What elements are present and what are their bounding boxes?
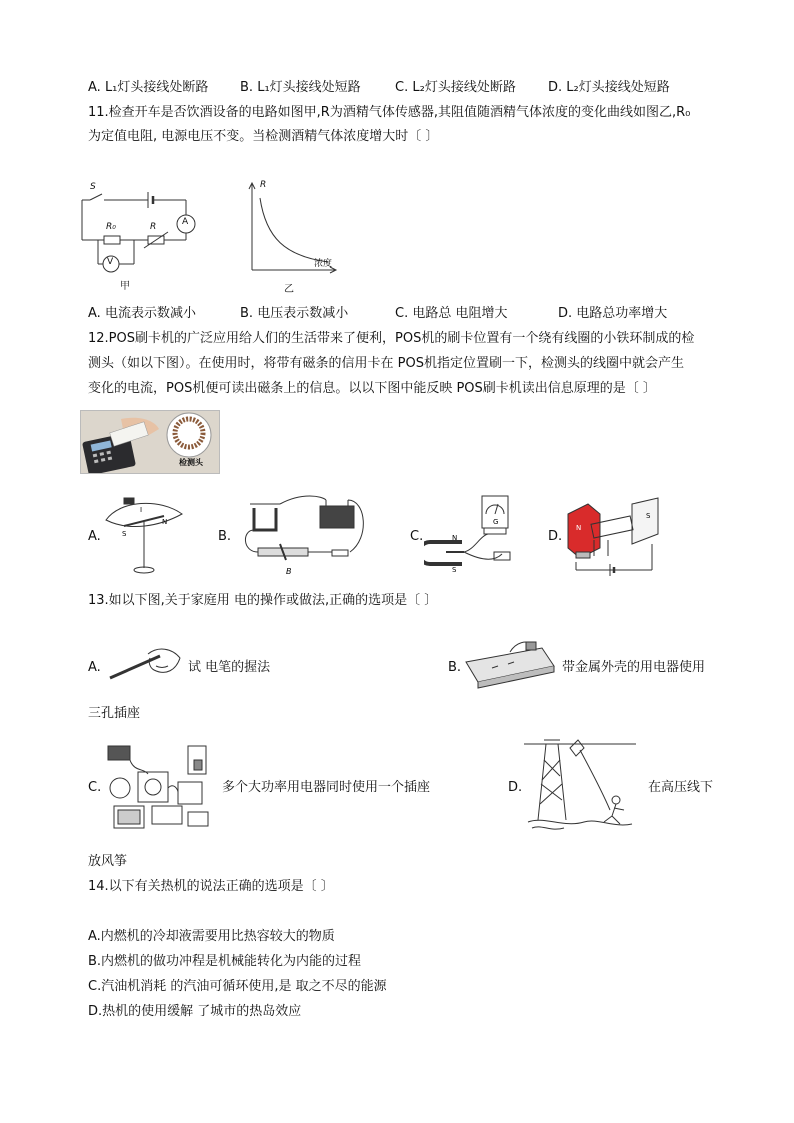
q13-question: 13.如以下图,关于家庭用 电的操作或做法,正确的选项是〔 〕	[88, 593, 438, 608]
galvanometer-magnet-figure	[424, 490, 524, 578]
q12-question-line1: 12.POS刷卡机的广泛应用给人们的生活带来了便利，POS机的刷卡位置有一个绕有线圈的小铁环制成的检	[88, 331, 695, 346]
svg-text:B: B	[286, 567, 292, 576]
q13-option-d-text-continued: 放风筝	[88, 854, 128, 869]
q12-option-a-label: A.	[88, 529, 101, 544]
ammeter-label: A	[182, 217, 189, 227]
q14-option-a: A.内燃机的冷却液需要用比热容较大的物质	[88, 929, 335, 944]
detection-head-label: 检测头	[179, 458, 203, 467]
electromagnet-rail-figure	[232, 490, 372, 578]
q14-question: 14.以下有关热机的说法正确的选项是〔 〕	[88, 879, 334, 894]
overloaded-socket-figure	[104, 742, 218, 832]
q12-option-c-figure	[424, 490, 524, 578]
svg-text:S: S	[452, 566, 457, 574]
svg-text:I: I	[140, 506, 143, 514]
q13-option-b-text-continued: 三孔插座	[88, 706, 141, 721]
test-pen-grip-figure	[106, 640, 184, 688]
q12-option-b-label: B.	[218, 529, 232, 544]
q13-option-d-label: D.	[508, 780, 523, 795]
svg-text:N: N	[452, 534, 458, 542]
q12-question-line2: 测头（如以下图）。在使用时，将带有磁条的信用卡在 POS机指定位置刷一下，检测头的线圈中就会产生	[88, 356, 684, 371]
q10-option-c: C. L₂灯头接线处断路	[395, 80, 516, 95]
svg-text:N: N	[162, 518, 168, 526]
q10-option-d: D. L₂灯头接线处短路	[548, 80, 670, 95]
q13-option-a-figure	[106, 640, 184, 688]
q12-option-d-figure	[562, 494, 666, 578]
r0-label: R₀	[106, 222, 116, 232]
q10-option-b: B. L₁灯头接线处短路	[240, 80, 361, 95]
kite-under-power-line-figure	[524, 736, 636, 834]
q11-figure-circuit	[78, 180, 203, 295]
q13-option-c-label: C.	[88, 780, 102, 795]
q10-option-a: A. L₁灯头接线处断路	[88, 80, 209, 95]
pos-photo	[80, 410, 220, 474]
q11-option-d: D. 电路总功率增大	[558, 306, 668, 321]
figure-jia-caption: 甲	[120, 281, 130, 292]
q11-figure-graph	[240, 178, 340, 298]
q13-option-a-text: 试 电笔的握法	[188, 660, 271, 675]
q12-option-c-label: C.	[410, 529, 424, 544]
q13-option-c-figure	[104, 742, 218, 832]
q12-question-line3: 变化的电流，POS机便可读出磁条上的信息。以以下图中能反映 POS刷卡机读出信息原理的是〔 〕	[88, 381, 656, 396]
q11-option-c: C. 电路总 电阻增大	[395, 306, 508, 321]
two-prong-power-strip-figure	[462, 640, 558, 692]
q13-option-b-figure	[462, 640, 558, 692]
graph-x-axis-label: 浓度	[314, 259, 333, 269]
voltmeter-label: V	[107, 257, 114, 267]
svg-text:N: N	[576, 524, 582, 532]
q11-question-line1: 11.检查开车是否饮酒设备的电路如图甲,R为酒精气体传感器,其阻值随酒精气体浓度的变化曲线如图乙,R₀	[88, 105, 691, 120]
q13-option-b-label: B.	[448, 660, 462, 675]
q13-option-d-figure	[524, 736, 636, 834]
compass-above-wire-figure	[100, 492, 186, 578]
motor-coil-figure	[562, 494, 666, 578]
q12-option-d-label: D.	[548, 529, 563, 544]
svg-text:G: G	[493, 518, 499, 526]
svg-text:S: S	[122, 530, 127, 538]
q12-option-b-figure	[232, 490, 372, 578]
q14-option-d: D.热机的使用缓解 了城市的热岛效应	[88, 1004, 302, 1019]
q14-option-c: C.汽油机消耗 的汽油可循环使用,是 取之不尽的能源	[88, 979, 387, 994]
svg-text:S: S	[646, 512, 651, 520]
q13-option-c-text: 多个大功率用电器同时使用一个插座	[222, 780, 431, 795]
q12-option-a-figure	[100, 492, 186, 578]
switch-label: S	[90, 182, 96, 192]
q11-question-line2: 为定值电阻, 电源电压不变。当检测酒精气体浓度增大时〔 〕	[88, 129, 439, 144]
q11-option-b: B. 电压表示数减小	[240, 306, 349, 321]
q13-option-a-label: A.	[88, 660, 101, 675]
q14-option-b: B.内燃机的做功冲程是机械能转化为内能的过程	[88, 954, 362, 969]
q13-option-b-text: 带金属外壳的用电器使用	[562, 660, 706, 675]
q13-option-d-text: 在高压线下	[648, 780, 714, 795]
sensor-r-label: R	[150, 222, 157, 232]
q11-option-a: A. 电流表示数减小	[88, 306, 196, 321]
graph-y-axis-label: R	[260, 180, 267, 190]
figure-yi-caption: 乙	[284, 284, 294, 295]
circuit-diagram	[78, 180, 203, 295]
